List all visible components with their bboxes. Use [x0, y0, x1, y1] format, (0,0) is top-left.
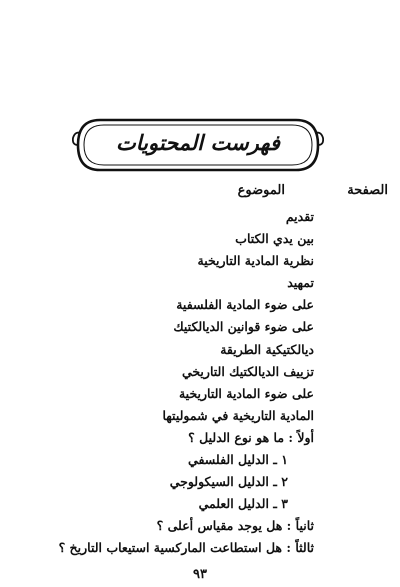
toc-entry: تمهيد [287, 275, 314, 291]
topic-column-header: الموضوع [237, 183, 285, 198]
toc-entry: على ضوء المادية الفلسفية [176, 297, 314, 313]
page-column-header: الصفحة [347, 183, 388, 198]
toc-entry: نظرية المادية التاريخية [197, 253, 314, 269]
toc-entry: تقديم [285, 209, 314, 224]
column-headers [0, 183, 400, 203]
toc-subentry: ٢ ـ الدليل السيكولوجي [169, 474, 288, 490]
toc-entry: على ضوء المادية التاريخية [178, 385, 314, 401]
title-frame [72, 114, 324, 176]
toc-entry: المادية التاريخية في شموليتها [162, 407, 314, 423]
page-title: فهرست المحتويات [116, 130, 280, 155]
table-of-contents [14, 206, 314, 560]
toc-subentry: ١ ـ الدليل الفلسفي [188, 452, 288, 468]
toc-entry: بين يدي الكتاب [235, 231, 314, 247]
toc-entry: على ضوء قوانين الديالكتيك [173, 319, 314, 335]
toc-entry: ثالثاً : هل استطاعت الماركسية استيعاب التاريخ ؟ [58, 540, 314, 556]
toc-entry: ثانياً : هل يوجد مقياس أعلى ؟ [156, 518, 314, 534]
toc-subentry: ٣ ـ الدليل العلمي [198, 496, 288, 512]
toc-entry: ديالكتيكية الطريقة [220, 341, 314, 357]
page-number: ٩٣ [193, 567, 207, 582]
toc-entry: أولاً : ما هو نوع الدليل ؟ [188, 429, 314, 445]
toc-entry: تزييف الديالكتيك التاريخي [181, 363, 314, 379]
